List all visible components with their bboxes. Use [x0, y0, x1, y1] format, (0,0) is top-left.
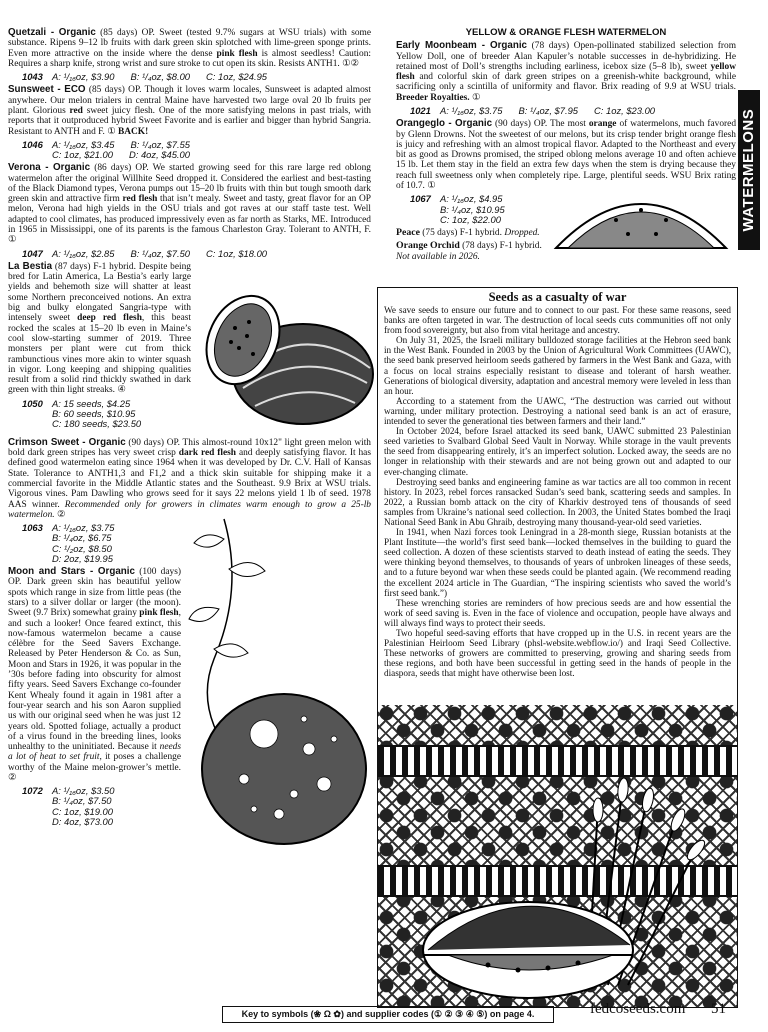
price-option: B: ¹/₄oz, $8.00 — [130, 71, 191, 83]
entry-la-bestia: La Bestia (87 days) F-1 hybrid. Despite being bred for Latin America, La Bestia’s early large yields and behemoth size will shatter at least some Northern preconceived notions. An extra big and bulky elongated Sangria-type with intensely sweet deep red flesh, this beast rocked the scales at 15–20 lb even in Maine’s cool slow-starting summer of 2019. Three monsters per plant were cut from thick rambunctious vines more akin to winter squash in vigor. Long keeping and shipping qualities result from a solid rind thickly swathed in dark green with thin light streaks. ④ 1050 A: 15 seeds, $4.25 B: 60 seeds, $10.95 C: 180 seeds, $23.50 — [8, 262, 371, 429]
item-number — [22, 796, 52, 806]
article-paragraph: According to a statement from the UAWC, “The destruction was carried out without warning, under military protection. Destroying a national seed bank is an act of erasure, intended to sever the generational ties between farmers and their land.” — [384, 395, 731, 427]
article-paragraph: Two hopeful seed-saving efforts that have cropped up in the U.S. in recent years are the Palestinian Heirloom Seed Library (phsl-website.webflow.io/) and Iraqi Seed Collective. These networks of growers are committed to preserving, growing and sharing seeds from these regions, and both have been successful in getting seed in the hands of people in the diaspora, seeds that might have otherwise been lost. — [384, 628, 731, 679]
price-option: A: ¹/₁₆oz, $3.90 — [52, 71, 115, 83]
variety-name: Orange Orchid — [396, 240, 460, 252]
article-paragraph: On July 31, 2025, the Israeli military bulldozed storage facilities at the Hebron seed bank in the West Bank. Founded in 2003 by the Union of Agricultural Work Committees (UAWC), the seed bank preserved heirloom seeds gathered by farmers in the West Bank and Gaza, with a focus on local strains especially resistant to disease and tolerant of harsh weather. Generations of biological diversity, adaptation and ancestral memory were leveled in less than an hour. — [384, 335, 731, 396]
price-option: B: ¹/₄oz, $7.50 — [130, 247, 191, 259]
price-option: A: 15 seeds, $4.25 — [52, 397, 131, 409]
footer-key: Key to symbols (❀ Ω ✿) and supplier codes (① ② ③ ④ ⑤) on page 4. — [222, 1006, 554, 1023]
article-title: Seeds as a casualty of war — [488, 290, 627, 304]
item-number: 1067 — [410, 193, 431, 205]
entry-early-moonbeam: Early Moonbeam - Organic (78 days) Open-pollinated stabilized selection from Yellow Doll, one of breeder Alan Kapuler’s notable successes in de-hybridizing. He retained most of Doll’s strengths including earliness, icebox size (5–8 lb), sweet yellow flesh and colorful skin of dark green stripes on a greenish-white background, while sacrificing only a scintilla of uniformity and flavor. Brix reading of 9.9 at WSU trials. Breeder Royalties. ① 1021 A: ¹/₁₆oz, $3.75 B: ¹/₄oz, $7.95 C: 1oz, $23.00 — [396, 40, 736, 117]
entry-verona: Verona - Organic (86 days) OP. We started growing seed for this rare large red oblong watermelon after the original Willhite Seed dropped it. Considered the earliest and best-tasting of the Black Diamond types, Verona pumps out 15–20 lb fruits with thin but tough smooth dark green skin and attractive firm red flesh that isn’t mealy. Sweet and tasty, great flavor for an OP melon, Verona had high yields in the OSU trials and got raves at our staff taste test. Well adapted to cool climates, has produced impressively even as far north as Starks, ME. Introduced in 1965 in Mississippi, one of its parents is the famous Charleston Gray. Tolerant to ANTH, F. ① 1047 A: ¹/₁₆oz, $2.85 B: ¹/₄oz, $7.50 C: 1oz, $18.00 — [8, 162, 372, 259]
price-option: C: 180 seeds, $23.50 — [52, 418, 142, 430]
price-list — [8, 249, 371, 259]
footer-website[interactable]: fedcoseeds.com — [590, 1001, 686, 1017]
price-option: C: 1oz, $24.95 — [206, 71, 268, 83]
item-number: 1046 — [22, 138, 43, 150]
item-number — [22, 419, 52, 429]
price-list — [8, 140, 371, 160]
price-option: C: 1oz, $18.00 — [206, 247, 268, 259]
entry-sunsweet: Sunsweet - ECO (85 days) OP. Though it loves warm locales, Sunsweet is adapted almost anywhere. Our melon trialers in central Maine have harvested two large oval 20 lb fruits per plant. Glorious red sweet juicy flesh. One of the more satisfying melons in past trials, with reports that it outproduced hybrid Sweet Favorite and is earlier and bigger than hybrid Sangria. Resistant to ANTH and F. ① BACK! 1046 A: ¹/₁₆oz, $3.45 B: ¹/₄oz, $7.55 C: 1oz, $21.00 D: 4oz, $45.00 — [8, 84, 372, 161]
price-option: D: 2oz, $19.95 — [52, 552, 113, 564]
variety-name: Sunsweet - ECO — [8, 84, 86, 96]
price-option: C: 1oz, $21.00 — [52, 149, 113, 161]
article-paragraph: In 1941, when Nazi forces took Leningrad in a 28-month siege, Russian botanists at the Plant Institute—the world’s first seed bank—locked themselves in the building to guard the seed collection. A dozen of these scientists starved to death instead of eating the seeds. They were thinking beyond themselves, to thousands of years of unbroken lineages of these seeds, and to a future beyond war when these seeds could be planted again. (We recommend reading the excellent 2024 article in The Guardian, “The inspiring scientists who saved the world’s first seed bank.”) — [384, 527, 731, 598]
price-option: B: ¹/₄oz, $7.55 — [130, 138, 191, 150]
page-number: 51 — [711, 1001, 726, 1017]
vine-illustration — [184, 509, 374, 879]
entry-orangeglo: Orangeglo - Organic (90 days) OP. The most orange of watermelons, much favored by Glenn Drowns. Not the sweetest of our melons, but its crisp tender bright orange flesh is juicy and refreshing with an almost tropical flavor. Adapted to the Northeast and every bit as good as Drowns promised, the striped oblong melons average 10 and often achieve 15 lb. Let them stay in the field an extra few days when the stem is drying because they reach full sweetness only when completely ripe. Large, plentiful seeds. WSU Brix rating of 10.7. ① 1067 A: ¹/₁₆oz, $4.95 B: ¹/₄oz, $10.95 C: 1oz, $22.00 — [396, 119, 736, 225]
entry-moon-and-stars: Moon and Stars - Organic (100 days) OP. Dark green skin has beautiful yellow spots which range in size from little peas (the stars) to a silver dollar or larger (the moon). Sweet (9.7 Brix) somewhat grainy pink flesh, and such a looker! Once feared extinct, this now-famous watermelon became a cause célèbre for the Seed Savers Exchange. Released by Peter Henderson & Co. as Sun, Moon and Stars in 1926, it was popular in the ’30s before fading into obscurity for almost fifty years. Seed Savers Exchange co-founder Kent Whealy found it again in 1981 after a four-year search and his son Aaron supplied us with our original seed when he was just 12 years old. Spotted foliage, actually a product of a virus found in the breeding lines, looks unhealthy to the uninitiated. Because it needs a lot of heat to set fruit, it poses a challenge worthy of the Maine melon-grower’s mettle. ② 1072 A: ¹/₁₆oz, $3.50 B: ¹/₄oz, $7.50 C: 1oz, $19.00 D: 4oz, $73.00 — [8, 567, 371, 827]
price-row — [22, 249, 371, 259]
variety-name: Moon and Stars - Organic — [8, 566, 135, 578]
watermelon-wheat-illustration — [408, 775, 708, 1005]
price-option: A: ¹/₁₆oz, $3.50 — [52, 785, 115, 797]
article-paragraph: In October 2024, before Israel attacked its seed bank, UAWC submitted 23 Palestinian seed varieties to Svalbard Global Seed Vault in Norway. While storage in the vault prevents the seed from disappearing entirely, it’s an imperfect solution. Locked away, the seeds are no longer in relationship with their stewards and are not being grown out and adapted to our ever-changing climate. — [384, 426, 731, 477]
item-number — [22, 409, 52, 419]
variety-name: Quetzali - Organic — [8, 27, 96, 38]
variety-name: Peace — [396, 226, 420, 238]
right-column — [396, 28, 736, 265]
watermelon-illustration — [195, 288, 375, 438]
watermelon-slice-illustration — [546, 190, 736, 250]
item-number — [22, 817, 52, 827]
item-number — [22, 554, 52, 564]
variety-name: Crimson Sweet - Organic — [8, 436, 126, 448]
category-tab: WATERMELONS — [738, 90, 760, 250]
item-number: 1050 — [22, 397, 43, 409]
price-option: C: 1oz, $22.00 — [440, 213, 501, 225]
price-option: B: ¹/₄oz, $7.50 — [52, 795, 112, 807]
item-number — [410, 205, 440, 215]
item-number — [22, 150, 52, 160]
entry-quetzali: Quetzali - Organic (85 days) OP. Sweet (tested 9.7% sugars at WSU trials) with some substance. Ripens 9–12 lb fruits with dark green skin splotched with lime-green sponge prints. Even more attractive on the inside where the dense pink flesh is almost seedless! Caution: Requires a sharp knife, strong wrist and sure stroke to cut open its skin. Resists ANTH1. ①② 1043 A: ¹/₁₆oz, $3.90 B: ¹/₄oz, $8.00 C: 1oz, $24.95 — [8, 27, 372, 83]
item-number: 1047 — [22, 247, 43, 259]
article-paragraph: We save seeds to ensure our future and to connect to our past. For these same reasons, seed banks are often targeted in war. The destruction of local seeds cuts communities off not only from food sovereignty, but also from vital heritage and ancestry. — [384, 305, 731, 336]
price-row — [22, 150, 371, 160]
item-number: 1072 — [22, 785, 43, 797]
entry-peace: Peace (75 days) F-1 hybrid. Dropped. — [396, 226, 540, 238]
price-row — [22, 72, 371, 82]
item-number — [22, 533, 52, 543]
entry-crimson-sweet: Crimson Sweet - Organic (90 days) OP. This almost-round 10x12" light green melon with bold dark green stripes has very sweet crisp dark red flesh and deeply satisfying flavor. It has defined good watermelon eating since 1964 when it was developed by Dr. C.V. Hall of Kansas State. Tolerance to ANTH1,3 and F1,2 and a thick skin suitable for shipping make it a commercial favorite in the Middle Atlantic states and the Southeast. 9.9 Brix at WSU trials. Vigorous vines. Pam Dawling who grows seed for it says 22 melons yield 1 lb of seed. 1978 AAS winner. Recommended only for growers in climates warm enough to grow a 25-lb watermelon. ② 1063 A: ¹/₁₆oz, $3.75 B: ¹/₄oz, $6.75 C: ¹/₂oz, $8.50 D: 2oz, $19.95 — [8, 436, 371, 564]
price-row — [22, 419, 191, 429]
left-column — [8, 28, 371, 897]
price-row — [410, 106, 736, 116]
item-number — [22, 544, 52, 554]
price-row — [22, 817, 181, 827]
price-option: B: ¹/₄oz, $7.95 — [518, 105, 579, 117]
price-option: B: ¹/₄oz, $10.95 — [440, 203, 505, 215]
price-option: A: ¹/₁₆oz, $3.75 — [52, 522, 115, 534]
item-number: 1021 — [410, 105, 431, 117]
price-list — [396, 106, 736, 116]
price-option: D: 4oz, $73.00 — [52, 815, 113, 827]
variety-name: Verona - Organic — [8, 162, 91, 174]
variety-name: La Bestia — [8, 260, 53, 272]
article-box — [377, 287, 738, 1008]
article-body — [384, 305, 731, 678]
price-option: B: 60 seeds, $10.95 — [52, 407, 136, 419]
article-paragraph: These wrenching stories are reminders of how precious seeds are and how essential the work of seed saving is. Even in the face of violence and occupation, people have always and will always find ways to protect their seeds. — [384, 597, 731, 628]
price-option: C: ¹/₂oz, $8.50 — [52, 542, 112, 554]
price-option: A: ¹/₁₆oz, $3.75 — [440, 105, 503, 117]
price-option: A: ¹/₁₆oz, $4.95 — [440, 193, 503, 205]
item-number: 1063 — [22, 522, 43, 534]
variety-name: Orangeglo - Organic — [396, 118, 493, 130]
section-title: YELLOW & ORANGE FLESH WATERMELON — [465, 27, 667, 38]
item-number — [22, 807, 52, 817]
keffiyeh-pattern — [378, 705, 737, 1007]
price-option: B: ¹/₄oz, $6.75 — [52, 532, 112, 544]
price-option: C: 1oz, $23.00 — [594, 105, 656, 117]
price-option: D: 4oz, $45.00 — [128, 149, 190, 161]
price-option: A: ¹/₁₆oz, $3.45 — [52, 138, 115, 150]
item-number: 1043 — [22, 71, 43, 83]
price-option: C: 1oz, $19.00 — [52, 805, 113, 817]
price-list — [8, 72, 371, 82]
variety-name: Early Moonbeam - Organic — [396, 40, 527, 52]
item-number — [410, 215, 440, 225]
entry-orange-orchid: Orange Orchid (78 days) F-1 hybrid. Not available in 2026. — [396, 240, 542, 262]
price-option: A: ¹/₁₆oz, $2.85 — [52, 247, 115, 259]
article-paragraph: Destroying seed banks and engineering famine as war tactics are all too common in recent history. In 2023, rebel forces ransacked Sudan’s seed bank, scattering seeds and samples. In 2022, a Russian bomb attack on the city of Kharkiv destroyed tens of thousands of seed samples from Ukraine’s national seed collection. In 2003, the United States bombed the Iraqi National Seed Bank in Abu Ghraib, destroying many thousand-year-old seed varieties. — [384, 476, 731, 527]
